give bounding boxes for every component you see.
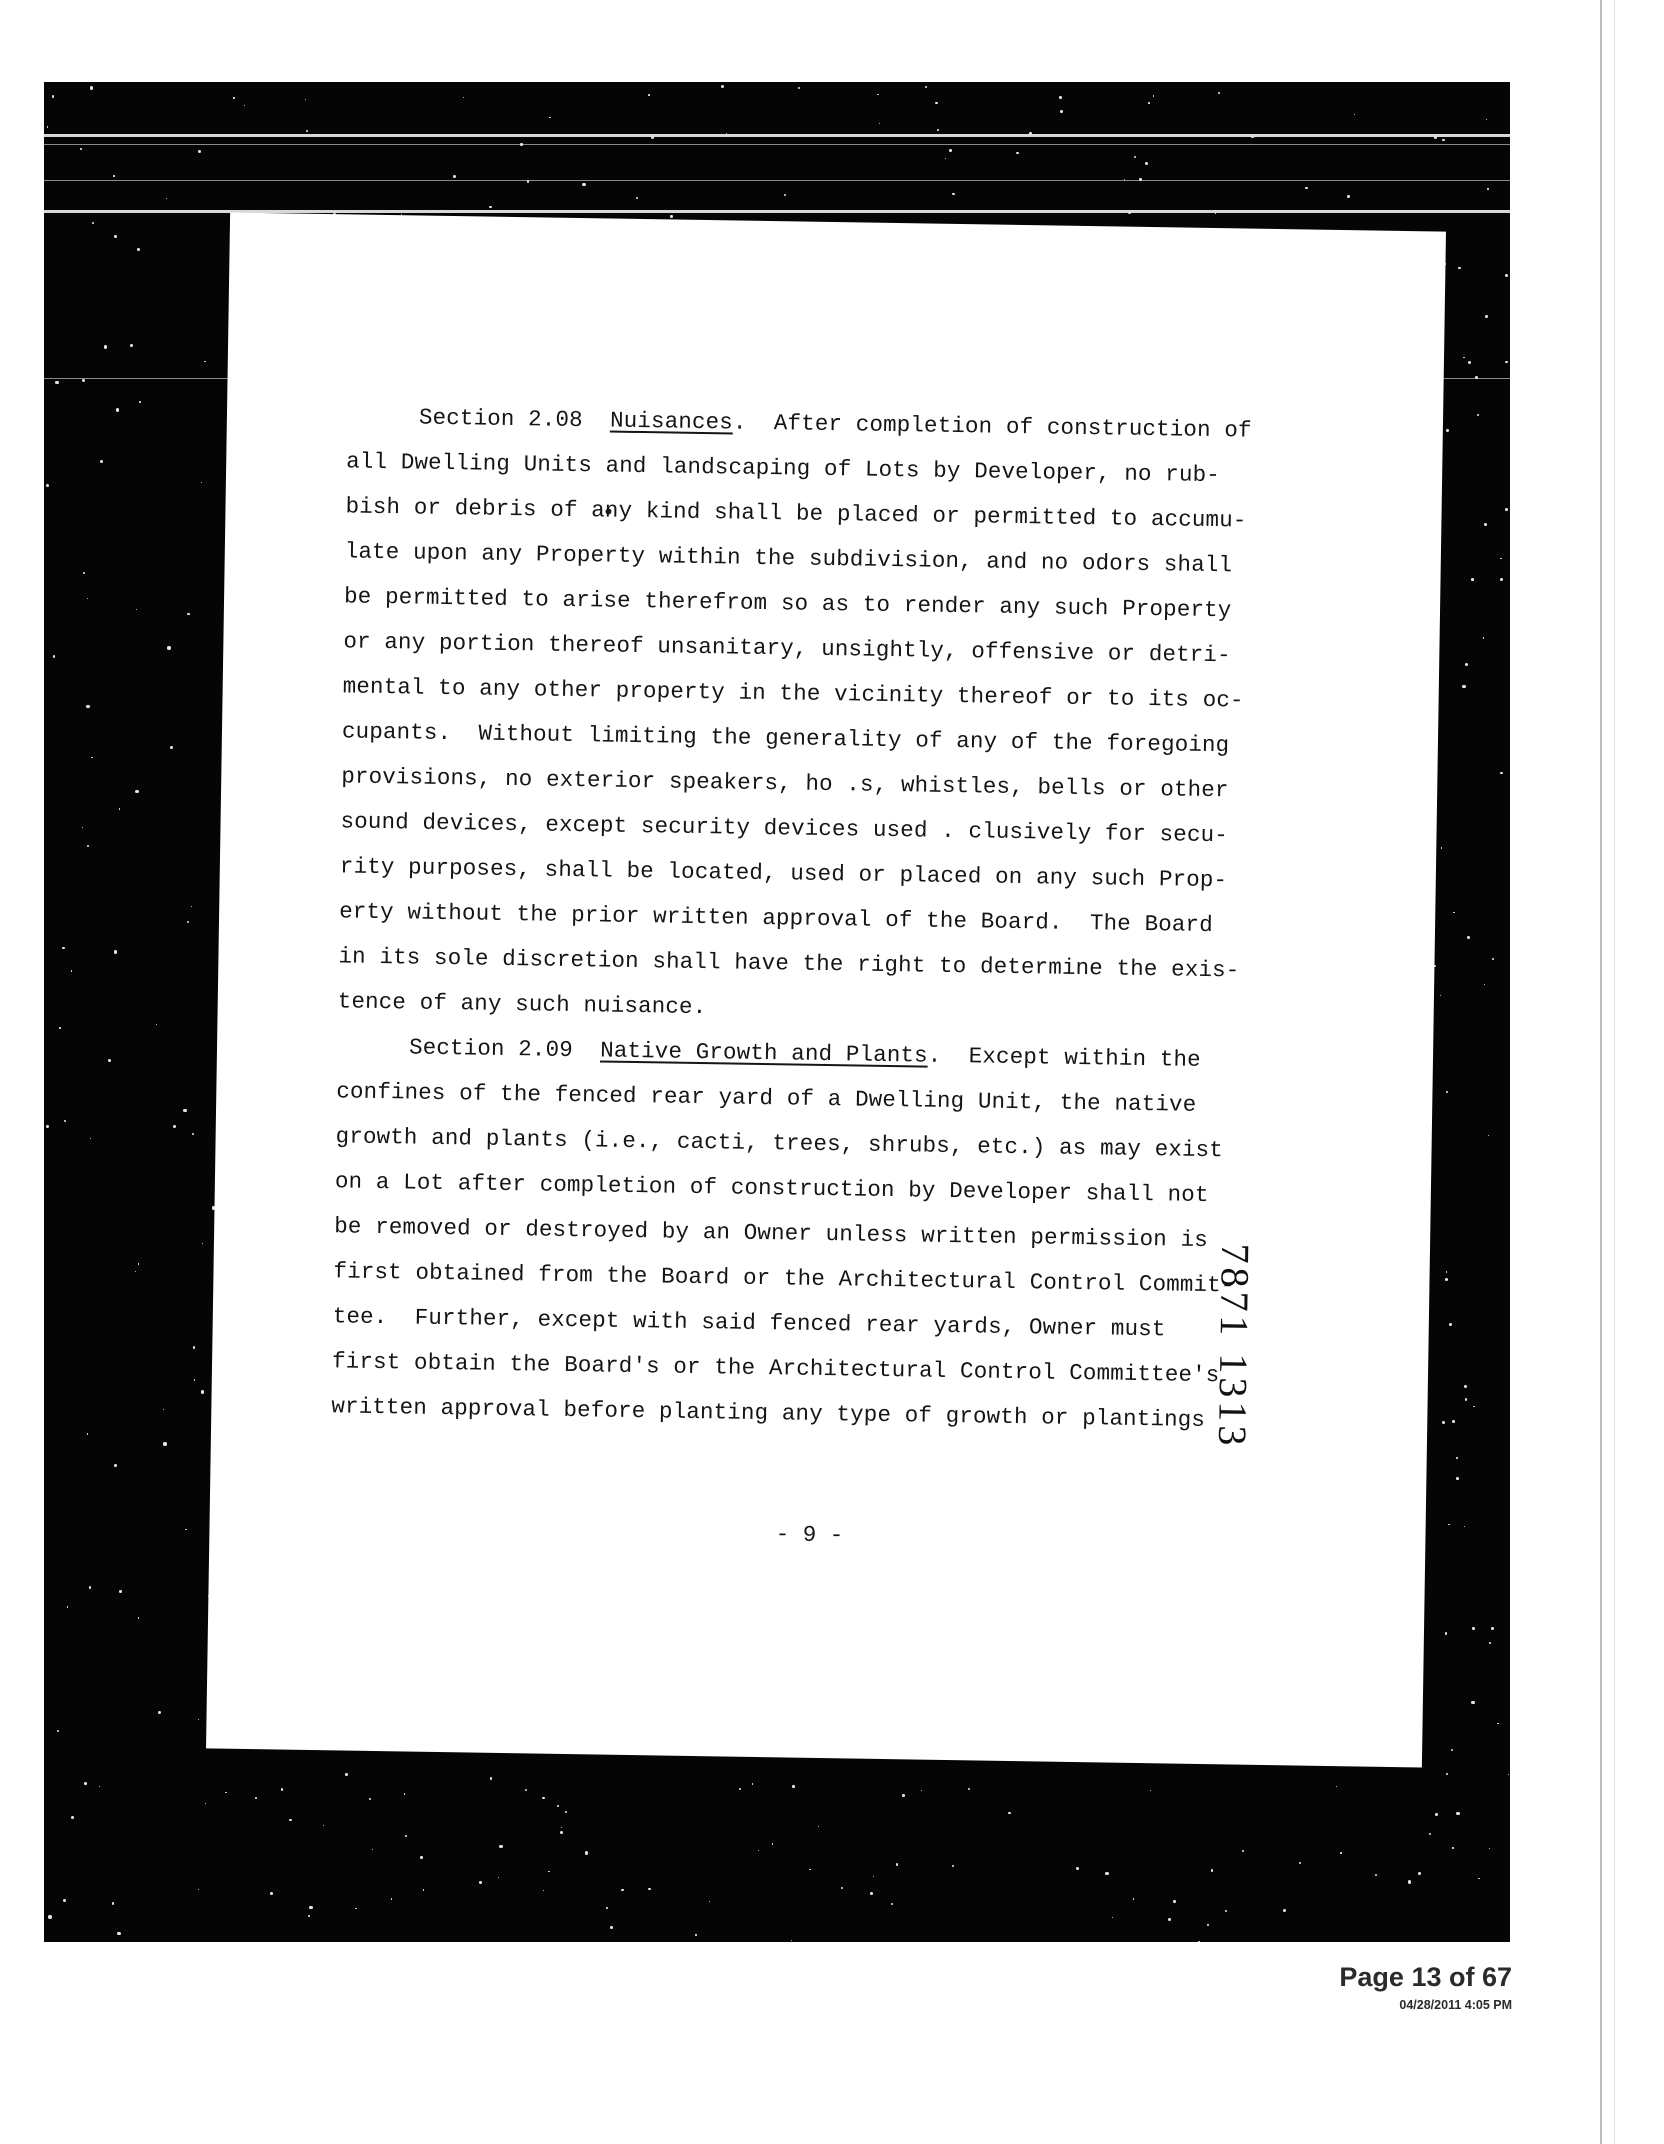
noise-speck (233, 97, 235, 99)
scanned-page-frame (44, 82, 1510, 1942)
noise-speck (952, 193, 955, 196)
noise-speck (420, 1856, 422, 1858)
noise-speck (1492, 958, 1494, 960)
noise-speck (1467, 936, 1470, 939)
noise-speck (792, 1785, 795, 1788)
document-page (206, 213, 1446, 1768)
document-body (331, 394, 1307, 1444)
noise-speck (187, 921, 189, 923)
document-line: rity purposes, shall be located, used or placed on any such Prop- (339, 853, 1228, 894)
noise-speck (1133, 1898, 1135, 1900)
noise-speck (1429, 1833, 1431, 1835)
noise-speck (138, 1263, 140, 1265)
noise-speck (1060, 110, 1063, 113)
document-line: provisions, no exterior speakers, ho .s, whistles, bells or other (341, 763, 1229, 804)
noise-speck (651, 136, 654, 139)
document-line: mental to any other property in the vicinity thereof or to its oc- (342, 673, 1244, 714)
noise-speck (198, 1719, 199, 1720)
noise-speck (1448, 1524, 1450, 1526)
noise-speck (1465, 663, 1468, 666)
noise-speck (1059, 96, 1062, 99)
viewer-edge-rule-secondary (1614, 0, 1615, 2144)
noise-speck (90, 1138, 91, 1139)
noise-speck (561, 1827, 562, 1828)
noise-speck (582, 183, 585, 186)
frame-strip (44, 134, 1510, 137)
noise-speck (1207, 1924, 1209, 1926)
noise-speck (369, 1798, 371, 1800)
noise-speck (968, 1788, 970, 1790)
noise-speck (173, 1125, 176, 1128)
noise-speck (87, 1433, 89, 1435)
noise-speck (355, 1908, 356, 1909)
noise-speck (57, 1730, 59, 1732)
noise-speck (201, 1390, 204, 1393)
noise-speck (116, 408, 119, 411)
document-line: tee. Further, except with said fenced rear yards, Owner must (332, 1303, 1166, 1343)
noise-speck (1491, 1627, 1494, 1630)
noise-speck (1440, 995, 1442, 997)
noise-speck (137, 248, 140, 251)
timestamp: 04/28/2011 4:05 PM (1399, 1998, 1512, 2012)
document-line: bish or debris of any kind shall be placed or permitted to accumu- (345, 493, 1247, 534)
noise-speck (520, 143, 522, 145)
noise-speck (1150, 1790, 1151, 1791)
noise-speck (1434, 136, 1437, 139)
noise-speck (83, 572, 85, 574)
line-text: . After completion of construction of (732, 409, 1252, 444)
noise-speck (870, 1892, 873, 1895)
noise-speck (1347, 195, 1350, 198)
noise-speck (1500, 772, 1503, 775)
noise-speck (879, 123, 880, 124)
noise-speck (281, 1788, 283, 1790)
noise-speck (156, 1024, 157, 1025)
noise-speck (204, 361, 206, 363)
noise-speck (1484, 523, 1487, 526)
noise-speck (80, 148, 82, 150)
noise-speck (1134, 156, 1136, 158)
noise-speck (82, 379, 85, 382)
noise-speck (139, 401, 141, 403)
noise-speck (1105, 1872, 1108, 1875)
noise-speck (404, 1793, 406, 1795)
noise-speck (709, 1901, 710, 1902)
noise-speck (1211, 1869, 1213, 1871)
section-label: Section 2.09 (408, 1034, 601, 1064)
noise-speck (610, 1926, 613, 1929)
noise-speck (1464, 1526, 1465, 1527)
noise-speck (112, 1902, 114, 1904)
noise-speck (87, 845, 89, 847)
noise-speck (543, 1890, 544, 1891)
noise-speck (55, 381, 58, 384)
noise-speck (84, 1782, 87, 1785)
noise-speck (670, 215, 672, 217)
document-line: growth and plants (i.e., cacti, trees, shrubs, etc.) as may exist (335, 1123, 1224, 1164)
noise-speck (308, 1915, 310, 1917)
noise-speck (114, 1464, 117, 1467)
noise-speck (721, 85, 724, 88)
noise-speck (818, 1826, 819, 1827)
noise-speck (87, 598, 88, 599)
noise-speck (194, 1379, 196, 1381)
noise-speck (71, 1816, 74, 1819)
noise-speck (1456, 1457, 1458, 1459)
noise-speck (1283, 1909, 1286, 1912)
document-line: first obtained from the Board or the Architectural Control Commit- (333, 1258, 1235, 1299)
noise-speck (1442, 139, 1444, 141)
noise-speck (952, 1865, 954, 1867)
noise-speck (59, 1027, 61, 1029)
noise-speck (305, 99, 306, 100)
noise-speck (1445, 1278, 1448, 1281)
noise-speck (489, 206, 492, 209)
noise-speck (185, 1529, 186, 1530)
noise-speck (163, 1409, 164, 1410)
noise-speck (758, 1850, 759, 1851)
noise-speck (1336, 1786, 1337, 1787)
document-line: or any portion thereof unsanitary, unsightly, offensive or detri- (343, 628, 1231, 669)
noise-speck (463, 97, 464, 98)
noise-speck (205, 1803, 206, 1804)
noise-speck (170, 746, 173, 749)
noise-speck (1112, 1917, 1113, 1918)
noise-speck (841, 1887, 843, 1889)
noise-speck (198, 150, 201, 153)
noise-speck (53, 655, 55, 657)
noise-speck (71, 970, 73, 972)
section-label: Section 2.08 (418, 404, 611, 434)
noise-speck (405, 1835, 407, 1837)
noise-speck (1464, 1385, 1467, 1388)
noise-speck (1458, 267, 1460, 269)
noise-speck (1446, 1773, 1448, 1775)
noise-speck (1449, 1323, 1452, 1326)
document-line: in its sole discretion shall have the right to determine the exis- (338, 943, 1240, 984)
noise-speck (739, 1788, 741, 1790)
noise-speck (1456, 1477, 1459, 1480)
noise-speck (1483, 637, 1485, 639)
noise-speck (1173, 1900, 1176, 1903)
noise-speck (158, 1711, 161, 1714)
noise-speck (565, 1811, 567, 1813)
noise-speck (119, 1590, 122, 1593)
noise-speck (423, 1889, 424, 1890)
noise-speck (809, 1869, 811, 1871)
noise-speck (1435, 1813, 1438, 1816)
noise-speck (306, 130, 308, 132)
document-line: on a Lot after completion of construction by Developer shall not (334, 1168, 1209, 1209)
noise-speck (289, 1819, 291, 1821)
noise-speck (166, 198, 167, 199)
noise-speck (1508, 1774, 1509, 1775)
noise-speck (490, 1777, 493, 1780)
noise-speck (1434, 965, 1436, 967)
noise-speck (1145, 162, 1148, 165)
noise-speck (499, 1845, 502, 1848)
line-text: . Except within the (927, 1042, 1201, 1073)
noise-speck (902, 1794, 905, 1797)
noise-speck (873, 1876, 874, 1877)
noise-speck (63, 1899, 66, 1902)
noise-speck (1408, 1880, 1411, 1883)
noise-speck (1354, 114, 1355, 115)
noise-speck (549, 117, 551, 119)
document-line: first obtain the Board's or the Architectural Control Committee's (331, 1348, 1220, 1389)
noise-speck (548, 1871, 550, 1873)
section-heading: Native Growth and Plants (599, 1037, 928, 1069)
noise-speck (1148, 102, 1150, 104)
noise-speck (1305, 187, 1308, 190)
section-heading: Nuisances (609, 407, 734, 436)
noise-speck (1468, 361, 1471, 364)
noise-speck (621, 1889, 624, 1892)
noise-speck (1505, 274, 1508, 277)
frame-strip (44, 180, 1510, 181)
noise-speck (46, 484, 49, 487)
noise-speck (1477, 414, 1479, 416)
noise-speck (1505, 361, 1508, 364)
noise-speck (92, 222, 94, 224)
document-line: confines of the fenced rear yard of a Dwelling Unit, the native (336, 1078, 1197, 1118)
noise-speck (1445, 1632, 1447, 1634)
noise-speck (62, 947, 65, 950)
noise-speck (1475, 376, 1478, 379)
noise-speck (798, 87, 800, 89)
noise-speck (1497, 1723, 1499, 1725)
noise-speck (1446, 1271, 1447, 1272)
noise-speck (202, 1243, 203, 1244)
noise-speck (1242, 1850, 1244, 1852)
noise-speck (542, 1797, 544, 1799)
noise-speck (1472, 1627, 1475, 1630)
noise-speck (636, 197, 638, 199)
noise-speck (1340, 1852, 1342, 1854)
noise-speck (48, 1915, 51, 1918)
noise-speck (138, 1617, 139, 1618)
noise-speck (1153, 95, 1155, 97)
noise-speck (193, 1346, 196, 1349)
noise-speck (163, 1442, 166, 1445)
document-line: tence of any such nuisance. (337, 988, 707, 1021)
noise-speck (1484, 984, 1485, 985)
noise-speck (1442, 1421, 1445, 1424)
noise-speck (1441, 847, 1442, 848)
viewer-edge-rule (1600, 0, 1602, 2144)
noise-speck (187, 613, 189, 615)
document-line: erty without the prior written approval of the Board. The Board (338, 898, 1214, 939)
noise-speck (1218, 92, 1220, 94)
noise-speck (52, 95, 55, 98)
noise-speck (1473, 1406, 1475, 1408)
noise-speck (949, 149, 952, 152)
noise-speck (1488, 1135, 1489, 1136)
noise-speck (1452, 1847, 1453, 1848)
noise-speck (560, 1831, 563, 1834)
noise-speck (1462, 685, 1465, 688)
noise-speck (192, 1133, 194, 1135)
noise-speck (119, 808, 120, 809)
noise-speck (90, 86, 93, 89)
page-count-label: Page 13 of 67 (1339, 1962, 1512, 1992)
noise-speck (1500, 578, 1503, 581)
noise-speck (1489, 1642, 1491, 1644)
noise-speck (752, 1783, 753, 1784)
noise-speck (323, 1825, 324, 1826)
noise-speck (270, 1892, 273, 1895)
noise-speck (167, 646, 170, 649)
noise-speck (925, 86, 928, 89)
noise-speck (498, 1877, 499, 1878)
frame-strip (44, 144, 1510, 145)
noise-speck (695, 1934, 696, 1935)
margin-recording-number: 7871 1313 (1209, 1243, 1259, 1450)
noise-speck (935, 102, 938, 105)
noise-speck (945, 158, 946, 159)
noise-speck (1198, 1941, 1199, 1942)
noise-speck (1225, 1910, 1227, 1912)
noise-speck (1139, 178, 1141, 180)
document-line: sound devices, except security devices used . clusively for secu- (340, 808, 1229, 849)
noise-speck (791, 1940, 792, 1941)
noise-speck (201, 482, 202, 483)
noise-speck (372, 1849, 373, 1850)
noise-speck (114, 235, 117, 238)
document-line: cupants. Without limiting the generality of any of the foregoing (341, 718, 1230, 759)
noise-speck (1418, 1872, 1421, 1875)
noise-speck (113, 175, 115, 177)
noise-speck (1451, 1749, 1453, 1751)
noise-speck (135, 1271, 136, 1272)
noise-speck (1487, 188, 1489, 190)
noise-speck (47, 126, 49, 128)
noise-speck (606, 1907, 608, 1909)
noise-speck (100, 460, 103, 463)
noise-speck (99, 1786, 100, 1787)
noise-speck (877, 94, 878, 95)
noise-speck (108, 1059, 111, 1062)
page-number: - 9 - (775, 1521, 844, 1549)
noise-speck (1452, 1420, 1455, 1423)
noise-speck (784, 194, 786, 196)
noise-speck (1016, 152, 1018, 154)
noise-speck (1251, 136, 1254, 139)
noise-speck (117, 1932, 120, 1935)
noise-speck (135, 790, 138, 793)
noise-speck (1471, 578, 1474, 581)
noise-speck (772, 1843, 774, 1845)
noise-speck (1453, 912, 1454, 913)
noise-speck (345, 1773, 348, 1776)
noise-speck (1463, 357, 1464, 358)
noise-speck (1446, 1091, 1448, 1093)
noise-speck (136, 609, 137, 610)
noise-speck (244, 105, 245, 106)
noise-speck (86, 705, 89, 708)
noise-speck (114, 950, 117, 953)
noise-speck (1446, 429, 1449, 432)
noise-speck (191, 906, 192, 907)
noise-speck (1485, 315, 1488, 318)
noise-speck (1124, 179, 1125, 180)
noise-speck (225, 1792, 226, 1793)
noise-speck (1128, 211, 1131, 214)
document-line: late upon any Property within the subdivision, and no odors shall (344, 538, 1233, 579)
noise-speck (1486, 119, 1487, 120)
noise-speck (891, 1903, 894, 1906)
document-line: written approval before planting any type of growth or plantings (331, 1393, 1206, 1434)
document-line: be permitted to arise therefrom so as to render any such Property (343, 583, 1232, 624)
noise-speck (104, 345, 107, 348)
noise-speck (648, 94, 650, 96)
noise-speck (82, 827, 83, 828)
noise-speck (896, 1863, 898, 1865)
noise-speck (1505, 508, 1508, 511)
noise-speck (91, 757, 93, 759)
noise-speck (585, 1851, 588, 1854)
noise-speck (479, 1881, 482, 1884)
noise-speck (1375, 1874, 1377, 1876)
noise-speck (1168, 1918, 1171, 1921)
noise-speck (557, 1805, 559, 1807)
noise-speck (46, 1125, 49, 1128)
noise-speck (1471, 1701, 1474, 1704)
noise-speck (1076, 1867, 1079, 1870)
noise-speck (89, 1586, 92, 1589)
noise-speck (648, 1888, 651, 1891)
noise-speck (67, 1606, 69, 1608)
noise-speck (1489, 1848, 1491, 1850)
noise-speck (198, 1889, 199, 1890)
noise-speck (64, 1120, 67, 1123)
noise-speck (1478, 1878, 1480, 1880)
noise-speck (183, 1109, 186, 1112)
noise-speck (130, 344, 133, 347)
noise-speck (255, 1797, 257, 1799)
noise-speck (453, 175, 456, 178)
noise-speck (937, 129, 939, 131)
noise-speck (1465, 1398, 1468, 1401)
noise-speck (1500, 558, 1501, 559)
noise-speck (1008, 1812, 1011, 1815)
noise-speck (525, 1789, 527, 1791)
noise-speck (1456, 1812, 1459, 1815)
noise-speck (921, 1790, 922, 1791)
noise-speck (391, 1898, 392, 1899)
noise-speck (1029, 132, 1032, 135)
document-line: all Dwelling Units and landscaping of Lots by Developer, no rub- (346, 448, 1221, 489)
noise-speck (1299, 1862, 1301, 1864)
document-line: be removed or destroyed by an Owner unless written permission is (334, 1213, 1209, 1254)
noise-speck (309, 1906, 312, 1909)
